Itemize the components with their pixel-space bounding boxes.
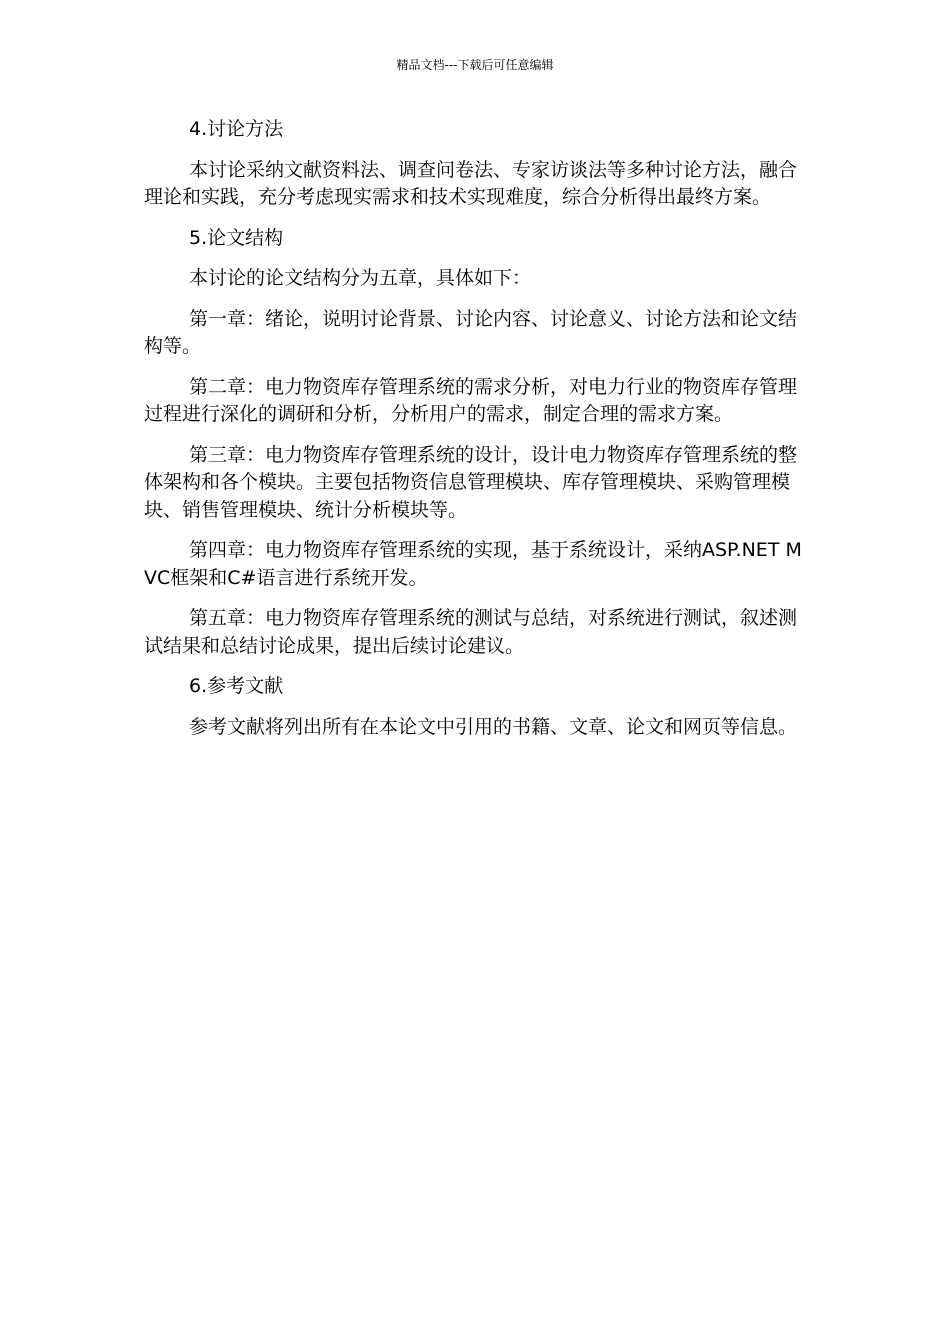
page-header: 精品文档---下载后可任意编辑 — [396, 58, 554, 72]
paragraph-methods: 本讨论采纳文献资料法、调查问卷法、专家访谈法等多种讨论方法，融合理论和实践，充分考虑现实需求和技术实现难度，综合分析得出最终方案。 — [144, 158, 798, 208]
section-heading-methods: 4.讨论方法 — [189, 118, 284, 140]
paragraph-chapter-3: 第三章：电力物资库存管理系统的设计，设计电力物资库存管理系统的整体架构和各个模块。主要包括物资信息管理模块、库存管理模块、采购管理模块、销售管理模块、统计分析模块等。 — [144, 443, 798, 521]
paragraph-chapter-4: 第四章：电力物资库存管理系统的实现，基于系统设计，采纳ASP.NET MVC框架和C#语言进行系统开发。 — [144, 539, 802, 589]
section-heading-structure: 5.论文结构 — [189, 226, 284, 249]
paragraph-chapter-2: 第二章：电力物资库存管理系统的需求分析，对电力行业的物资库存管理过程进行深化的调研和分析，分析用户的需求，制定合理的需求方案。 — [144, 375, 798, 425]
paragraph-structure-intro: 本讨论的论文结构分为五章，具体如下： — [189, 267, 532, 289]
paragraph-chapter-1: 第一章：绪论，说明讨论背景、讨论内容、讨论意义、讨论方法和论文结构等。 — [144, 307, 798, 357]
section-heading-references: 6.参考文献 — [189, 675, 284, 697]
paragraph-chapter-5: 第五章：电力物资库存管理系统的测试与总结，对系统进行测试，叙述测试结果和总结讨论成果，提出后续讨论建议。 — [144, 607, 798, 657]
document-body — [144, 116, 804, 754]
paragraph-references: 参考文献将列出所有在本论文中引用的书籍、文章、论文和网页等信息。 — [189, 715, 798, 738]
